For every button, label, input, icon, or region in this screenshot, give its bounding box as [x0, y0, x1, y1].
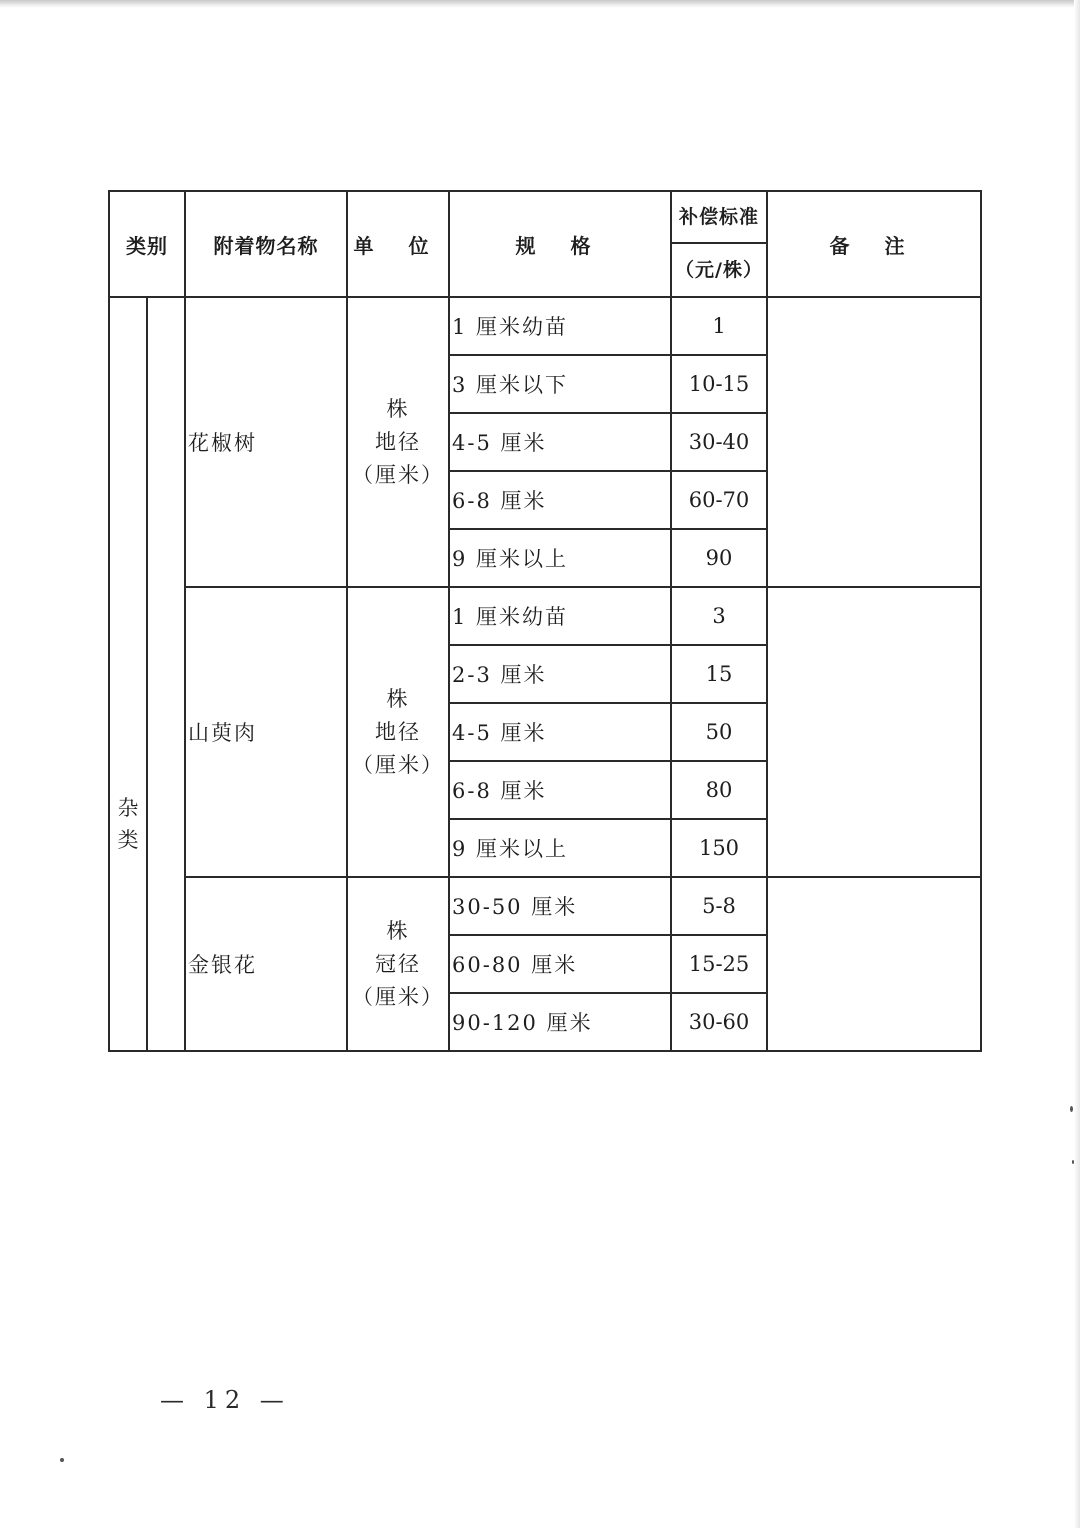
spec-cell: 3 厘米以下 — [449, 355, 671, 413]
unit-line: （厘米） — [352, 462, 444, 487]
value-cell: 30-40 — [671, 413, 767, 471]
table-header-row — [109, 191, 981, 297]
spec-cell: 2-3 厘米 — [449, 645, 671, 703]
header-unit: 单 位 — [347, 191, 449, 297]
unit-line: 株 — [386, 918, 410, 943]
value-cell: 150 — [671, 819, 767, 877]
scan-speck — [1072, 1160, 1074, 1164]
category-cell — [109, 297, 147, 1051]
unit-cell — [347, 587, 449, 877]
table-row — [109, 877, 981, 935]
scan-edge-right — [1074, 0, 1080, 1528]
header-category: 类别 — [109, 191, 185, 297]
header-standard-unit: （元/株） — [675, 259, 763, 281]
spec-cell: 6-8 厘米 — [449, 471, 671, 529]
spec-cell: 30-50 厘米 — [449, 877, 671, 935]
value-cell: 30-60 — [671, 993, 767, 1051]
unit-cell — [347, 297, 449, 587]
category-spacer-cell — [147, 297, 185, 1051]
value-cell: 1 — [671, 297, 767, 355]
category-label: 杂类 — [117, 796, 139, 852]
remark-cell — [767, 587, 981, 877]
remark-cell — [767, 877, 981, 1051]
spec-cell: 60-80 厘米 — [449, 935, 671, 993]
unit-line: 冠径 — [375, 951, 421, 976]
spec-cell: 90-120 厘米 — [449, 993, 671, 1051]
scan-speck — [60, 1458, 64, 1462]
spec-cell: 9 厘米以上 — [449, 529, 671, 587]
header-standard-title: 补偿标准 — [672, 192, 766, 244]
scan-edge-top — [0, 0, 1080, 8]
item-name-cell: 山萸肉 — [185, 587, 347, 877]
spec-cell: 4-5 厘米 — [449, 413, 671, 471]
compensation-table — [108, 190, 982, 1052]
header-name: 附着物名称 — [185, 191, 347, 297]
spec-cell: 4-5 厘米 — [449, 703, 671, 761]
value-cell: 5-8 — [671, 877, 767, 935]
remark-cell — [767, 297, 981, 587]
value-cell: 80 — [671, 761, 767, 819]
unit-line: （厘米） — [352, 752, 444, 777]
spec-cell: 9 厘米以上 — [449, 819, 671, 877]
header-remark: 备 注 — [767, 191, 981, 297]
spec-cell: 1 厘米幼苗 — [449, 587, 671, 645]
value-cell: 15-25 — [671, 935, 767, 993]
header-standard — [671, 191, 767, 297]
value-cell: 15 — [671, 645, 767, 703]
value-cell: 10-15 — [671, 355, 767, 413]
header-spec: 规 格 — [449, 191, 671, 297]
spec-cell: 6-8 厘米 — [449, 761, 671, 819]
unit-cell — [347, 877, 449, 1051]
table-row — [109, 297, 981, 355]
item-name-cell: 花椒树 — [185, 297, 347, 587]
spec-cell: 1 厘米幼苗 — [449, 297, 671, 355]
value-cell: 3 — [671, 587, 767, 645]
unit-line: 地径 — [375, 429, 421, 454]
scan-speck — [1070, 1106, 1073, 1112]
value-cell: 90 — [671, 529, 767, 587]
page-number: — 12 — — [160, 1386, 290, 1414]
value-cell: 60-70 — [671, 471, 767, 529]
item-name-cell: 金银花 — [185, 877, 347, 1051]
unit-line: 株 — [386, 396, 410, 421]
table-row — [109, 587, 981, 645]
value-cell: 50 — [671, 703, 767, 761]
unit-line: 地径 — [375, 719, 421, 744]
unit-line: 株 — [386, 686, 410, 711]
unit-line: （厘米） — [352, 984, 444, 1009]
